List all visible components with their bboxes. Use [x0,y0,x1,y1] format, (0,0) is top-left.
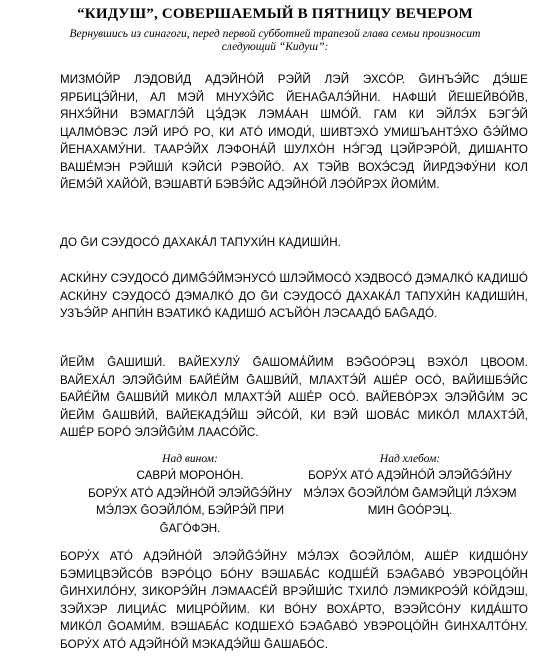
bread-heading: Над хлебом: [379,453,441,465]
page-title: “КИДУШ”, СОВЕРШАЕМЫЙ В ПЯТНИЦУ ВЕЧЕРОМ [77,6,473,22]
bread-line: МИН ḠОÓРЭЦ. [367,504,453,517]
paragraph-psalm: МИЗМÓЙР ЛЭДОВИ́Д АДЭЙНÓЙ РЭЙЙ ЛЭЙ ЭХСÓР. ḠИНЪЭ́ЙС ДЭ́ШЕ ЯРБИЦЭ́ЙНИ, АЛ МЭЙ МНУХЭ́ЙС ЙЕНАḠАЛЭ́ЙНИ. НАФШИ́ ЙЕШЕЙВÓЙВ, ЯНХЭ́ЙНИ ВЭМАГЛЭ́Й ЦЭ́ДЭК ЛЭМÁАН ШМÓЙ. ГАМ КИ ЭЙЛЭ́Х БЭГЭ́Й ЦАЛМÓВЭС ЛЭЙ ИРÓ РО, КИ АТÓ ИМОДИ́, ШИВТЭХÓ УМИШЪАНТЭ́ХО ḠЭ́ЙМО ЙЕНАХАМУ́НИ. ТААРЭ́ЙХ ЛЭФОНА́Й ШУЛХÓН НЭ́ГЭД ЦЭЙРЭРÓЙ, ДИШАНТО ВАШЕ́МЭН РЭЙШИ́ КЭЙСИ́ РЭВОЙÓ. АХ ТЭЙВ ВОХЭ́СЭД ЙИРДЭФУ́НИ КОЛ ЙЕМЭ́Й ХАЙÓЙ, ВЭШАВТИ́ БЭВЭ́ЙС АДЭЙНÓЙ ЛЭÓЙРЭХ ЙОМИ́М. [60,73,528,191]
wine-line: ḠАГÓФЭН. [159,521,221,535]
bread-blessing [300,452,520,520]
instruction-subtitle: Вернувшись из синагоги, перед первой субботней трапезой глава семьи произносит следующий “Кидуш”: [69,28,481,53]
bread-line: МЭ́ЛЭХ ḠОЭЙЛÓМ ḠАМЭЙЦИ́ ЛЭ́ХЭМ [303,486,517,500]
wine-blessing [80,452,300,537]
wine-line: БОРУ́Х АТÓ АДЭЙНÓЙ ЭЛЭЙḠЭ́ЙНУ [88,486,292,500]
paragraph-askinu: АСКИ́НУ СЭУДОСÓ ДИМḠЭ́ЙМЭНУСÓ ШЛЭЙМОСÓ ХЭДВОСÓ ДЭМАЛКÓ КАДИШÓ АСКИ́НУ СЭУДОСÓ ДЭМАЛКÓ ДО ḠИ СЭУДОСÓ ДАХАКА́Л ТАПУХИ́Н КАДИШИ́Н, УЗЪЭ́ЙР АНПИ́Н ВЭАТИКÓ КАДИШÓ АСЪЙÓН ЛЭСААДÓ БАḠАДÓ. [60,272,528,320]
paragraph-kiddush-blessing: БОРУ́Х АТÓ АДЭЙНÓЙ ЭЛЭЙḠЭ́ЙНУ МЭ́ЛЭХ ḠОЭЙЛÓМ, АШЕ́Р КИДШО́НУ БЭМИЦВЭЙСÓВ ВЭРÓЦО БÓНУ ВЭШАБА́С КОДШЕ́Й БЭАḠАВÓ УВЭРОЦÓЙН ḠИНХИЛО́НУ, ЗИКОРЭ́ЙН ЛЭМААСÉЙ ВРЭЙШИ́С ТХИЛÓ ЛЭМИКРОЭ́Й КÓЙДЭШ, ЗЭЙХЭР ЛИЦИА́С МИЦРÓЙИМ. КИ ВÓНУ ВОХА́РТО, ВЭЭЙСÓНУ КИДА́ШТО МИКÓЛ ḠОАМИ́М. ВЭШАБА́С КОДШЕХÓ БЭАḠАВÓ УВЭРОЦÓЙН ḠИНХАЛТÓНУ. БОРУ́Х АТÓ АДЭЙНÓЙ МЭКАДЭ́ЙШ ḠАШАБÓС. [60,550,528,651]
wine-line: МЭ́ЛЭХ ḠОЭЙЛÓМ, БЭЙРЭ́Й ПРИ [95,504,285,517]
bread-line: БОРУ́Х АТÓ АДЭЙНÓЙ ЭЛЭЙḠЭ́ЙНУ [308,469,512,482]
wine-line: САВРИ́ МОРОНÓН. [136,469,244,482]
wine-heading: Над вином: [162,453,218,465]
paragraph-seuda-line: ДО ḠИ СЭУДОСÓ ДАХАКА́Л ТАПУХИ́Н КАДИШИ́Н. [60,236,341,249]
paragraph-vayechulu: ЙЕЙМ ḠАШИШИ́. ВАЙЕХУЛУ́ ḠАШОМА́ЙИМ ВЭḠОÓРЭЦ ВЭХÓЛ ЦВООМ. ВАЙЕХА́Л ЭЛЭЙḠИ́М БАЙЕ́ЙМ ḠАШВИ́Й, МЛАХТЭ́Й АШЕ́Р ОСÓ, ВАЙИШБЭ́ЙС БАЙЕ́ЙМ ḠАШВИ́Й МИКÓЛ МЛАХТЭ́Й АШЕ́Р ОСÓ. ВАЙЕВÓРЭХ ЭЛЭЙḠИ́М ЭС ЙЕЙМ ḠАШВИ́Й, ВАЙЕКАДЭ́ЙШ ЭЙСÓЙ, КИ ВЭЙ ШОВА́С МИКÓЛ МЛАХТЭ́Й, АШЕ́Р БОРÓ ЭЛЭЙḠИ́М ЛААСÓЙС. [60,356,528,439]
